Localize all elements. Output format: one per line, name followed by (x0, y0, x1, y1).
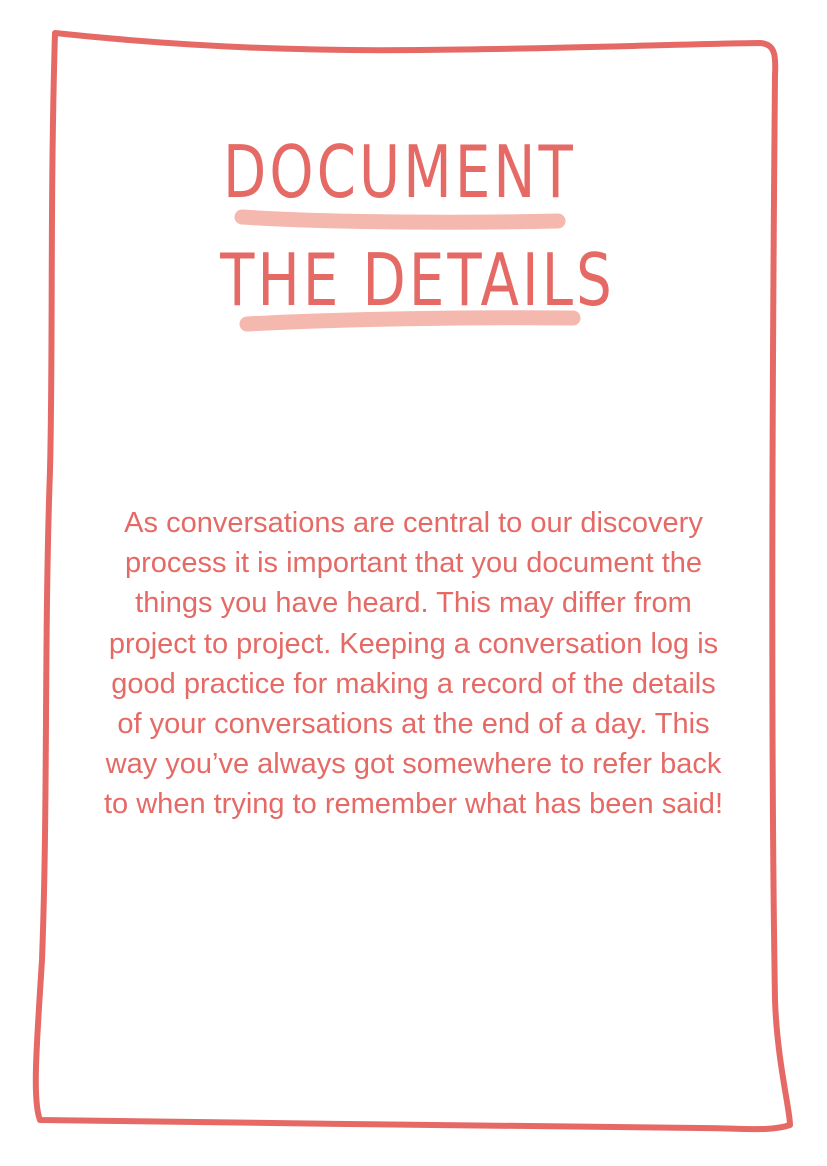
title-underline-2 (235, 305, 585, 335)
body-paragraph: As conversations are central to our discovery process it is important that you document the things you have heard. This may differ from project to project. Keeping a conversation log is good practice for making a record of the details of your conversations at the end of a day. This way you’ve always got somewhere to refer back to when trying to remember what has been said! (104, 507, 723, 821)
title-line-2: THE DETAILS (220, 238, 615, 322)
title-line-1: DOCUMENT (223, 130, 576, 214)
title-underline-1 (230, 205, 570, 235)
